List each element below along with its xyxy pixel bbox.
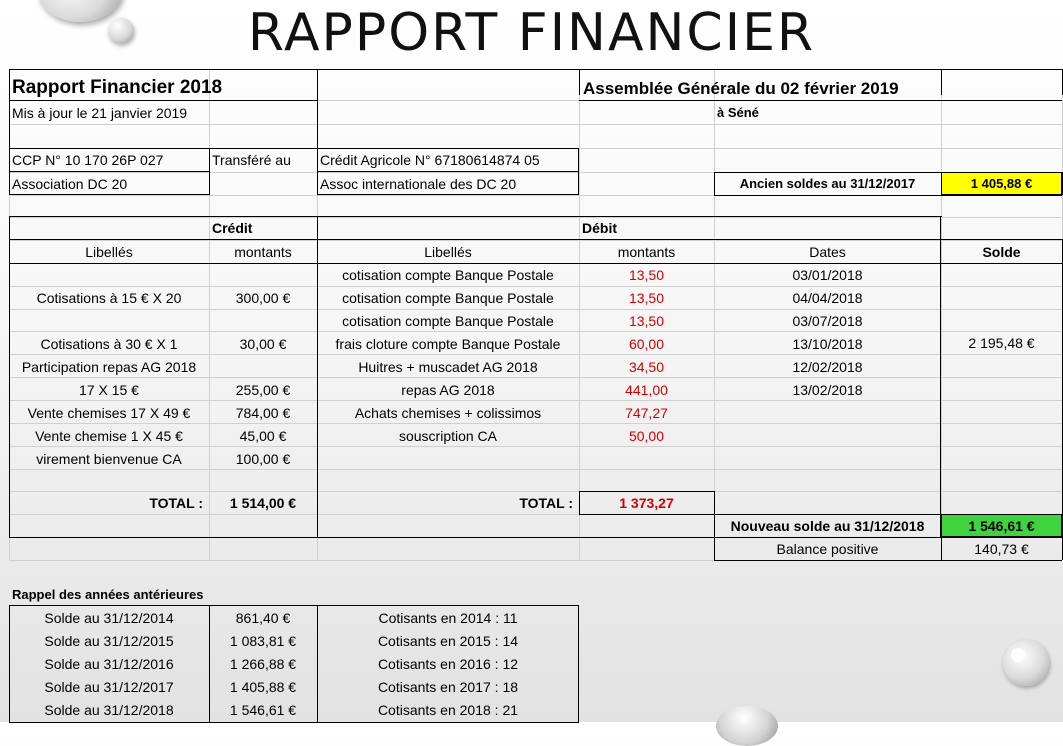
debit-row-date: 04/04/2018 [792,289,863,306]
debit-row-date: 13/02/2018 [792,381,863,398]
credit-row-amount: 300,00 € [235,289,291,306]
page-title: RAPPORT FINANCIER [247,3,816,63]
debit-row-label: cotisation compte Banque Postale [342,266,554,283]
history-balance-value: 861,40 € [235,609,291,626]
debit-libelles-header: Libellés [424,243,472,260]
history-balance-value: 1 405,88 € [229,678,297,695]
border-line [941,216,942,217]
grid-row-line [9,217,1062,218]
debit-row-label: Huitres + muscadet AG 2018 [358,358,538,375]
credit-row-label [9,263,209,286]
history-balance-label: Solde au 31/12/2015 [44,632,174,649]
history-balance-label: Solde au 31/12/2014 [44,609,174,626]
debit-row-label: cotisation compte Banque Postale [342,312,554,329]
decorative-bubble [716,706,778,746]
solde-intermediate: 2 195,48 € [968,334,1035,351]
debit-row-amount: 13,50 [628,266,665,283]
debit-row-date: 03/07/2018 [792,312,863,329]
history-balance-value: 1 083,81 € [229,632,297,649]
debit-row-date [714,424,941,447]
decorative-bubble [1003,640,1049,686]
old-balance-label: Ancien soldes au 31/12/2017 [739,176,916,191]
update-date: Mis à jour le 21 janvier 2019 [12,104,188,121]
positive-balance-value: 140,73 € [974,540,1029,557]
border-line [9,722,579,723]
credit-row-label [9,309,209,332]
credit-row-label: Cotisations à 30 € X 1 [40,335,178,352]
border-line [714,491,715,514]
debit-row-amount: 60,00 [628,335,665,352]
debit-row-date [714,401,941,424]
history-balance-value: 1 546,61 € [229,701,297,718]
old-balance-value: 1 405,88 € [970,176,1033,191]
border-line [579,514,714,515]
grid-column-line [941,69,942,560]
report-title: Rapport Financier 2018 [12,76,223,98]
credit-header: Crédit [212,220,253,236]
debit-row-label: frais cloture compte Banque Postale [335,335,561,352]
debit-row-amount: 50,00 [628,427,665,444]
debit-total-label: TOTAL : [519,494,573,511]
credit-row-label: Cotisations à 15 € X 20 [36,289,182,306]
association-name: Association DC 20 [12,175,128,192]
transferred-label: Transféré au [212,151,291,168]
debit-row-label: cotisation compte Banque Postale [342,289,554,306]
credit-total-value: 1 514,00 € [229,494,297,511]
history-members-count: Cotisants en 2017 : 18 [377,678,519,695]
debit-montants-header: montants [617,243,676,260]
history-balance-label: Solde au 31/12/2016 [44,655,174,672]
solde-header: Solde [982,243,1021,260]
credit-montants-header: montants [234,243,292,260]
credit-row-label: Vente chemise 1 X 45 € [35,427,183,444]
debit-row-date: 03/01/2018 [792,266,863,283]
history-members-count: Cotisants en 2015 : 14 [377,632,519,649]
debit-row-amount: 13,50 [628,312,665,329]
credit-row-amount: 255,00 € [235,381,291,398]
debit-header: Débit [582,220,617,236]
border-line [9,537,317,538]
positive-balance-label: Balance positive [776,540,879,557]
new-balance-label: Nouveau solde au 31/12/2018 [730,517,925,534]
ccp-account: CCP N° 10 170 26P 027 [12,151,164,168]
debit-row-label: souscription CA [398,427,498,444]
ca-account: Crédit Agricole N° 67180614874 05 [320,151,540,168]
credit-row-amount [209,355,317,378]
debit-total-value: 1 373,27 [619,494,674,511]
debit-row-label: repas AG 2018 [401,381,495,398]
credit-row-amount: 30,00 € [239,335,287,352]
credit-row-label: 17 X 15 € [79,381,139,398]
meeting-title: Assemblée Générale du 02 février 2019 [583,78,899,98]
assoc-intl-name: Assoc internationale des DC 20 [320,175,517,192]
credit-row-label: virement bienvenue CA [36,450,182,467]
dates-header: Dates [809,243,846,260]
credit-row-amount: 784,00 € [235,404,291,421]
border-line [9,69,1062,70]
debit-row-amount: 34,50 [628,358,665,375]
credit-row-label: Vente chemises 17 X 49 € [27,404,191,421]
debit-row-amount: 747,27 [625,404,668,421]
debit-row-label: Achats chemises + colissimos [354,404,542,421]
credit-row-label: Participation repas AG 2018 [21,358,197,375]
border-line [9,216,941,217]
debit-row-amount: 13,50 [628,289,665,306]
history-members-count: Cotisants en 2018 : 21 [377,701,519,718]
credit-total-label: TOTAL : [149,494,203,511]
credit-row-amount [209,263,317,286]
history-balance-value: 1 266,88 € [229,655,297,672]
border-line [714,560,1062,561]
grid-row-line [9,124,1062,125]
meeting-place: à Séné [717,105,759,120]
history-title: Rappel des années antérieures [12,586,204,602]
debit-row-date: 13/10/2018 [792,335,863,352]
history-balance-label: Solde au 31/12/2018 [44,701,174,718]
credit-row-amount [209,309,317,332]
history-balance-label: Solde au 31/12/2017 [44,678,174,695]
credit-row-amount: 45,00 € [239,427,287,444]
history-members-count: Cotisants en 2016 : 12 [377,655,519,672]
new-balance-value: 1 546,61 € [968,517,1035,534]
debit-row-amount: 441,00 [625,381,668,398]
border-line [714,195,1062,196]
debit-row-date: 12/02/2018 [792,358,863,375]
credit-row-amount: 100,00 € [235,450,291,467]
credit-libelles-header: Libellés [85,243,133,260]
history-members-count: Cotisants en 2014 : 11 [378,609,518,626]
